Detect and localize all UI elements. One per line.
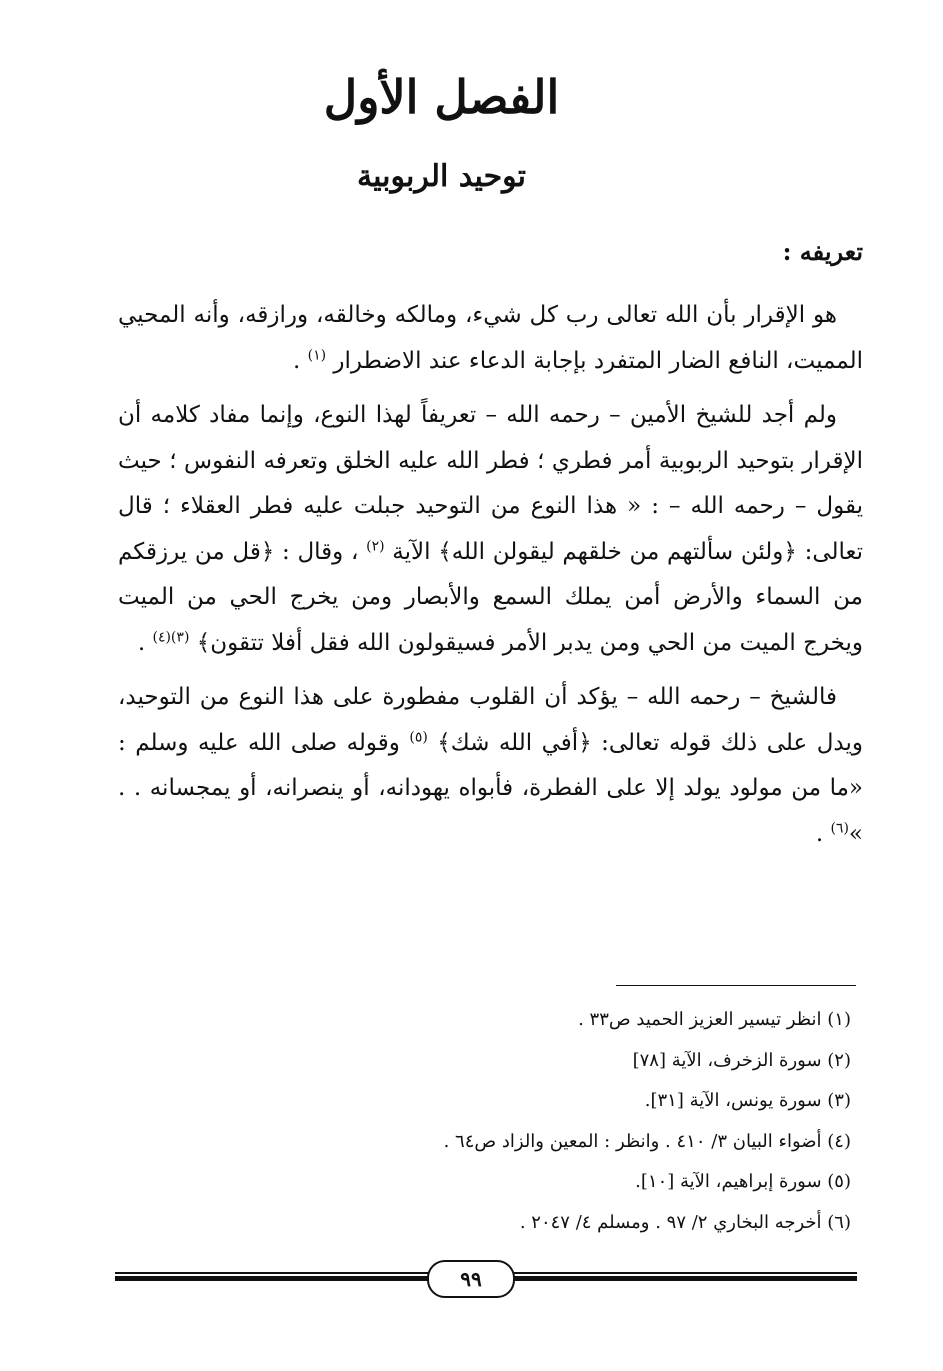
paragraph-1-text: هو الإقرار بأن الله تعالى رب كل شيء، ومالكه وخالقه، ورازقه، وأنه المحيي المميت، النافع الضار المتفرد بإجابة الدعاء عند الاضطرار [118,302,863,374]
paragraph-2 [118,393,863,666]
footnote-ref-6: (٦) [830,819,849,836]
paragraph-2-text-a: ولم أجد للشيخ الأمين – رحمه الله – تعريفاً لهذا النوع، وإنما مفاد كلامه أن الإقرار بتوحيد الربوبية أمر فطري ؛ فطر الله عليه الخلق وتعرفه النفوس ؛ حيث يقول – رحمه الله – : « هذا النوع من التوحيد جبلت عليه فطر العقلاء ؛ قال تعالى: ﴿ولئن سألتهم من خلقهم ليقولن الله﴾ الآية [118,402,864,565]
footnote-ref-5: (٥) [409,728,428,745]
chapter-title: الفصل الأول [323,70,560,124]
footnote-ref-2: (٢) [366,537,385,554]
page-number: ٩٩ [427,1260,515,1298]
paragraph-1 [118,293,863,384]
footnote-4: (٤) أضواء البيان ٣/ ٤١٠ . وانظر : المعين والزاد ص٦٤ . [443,1130,851,1152]
paragraph-3-text-a: فالشيخ – رحمه الله – يؤكد أن القلوب مفطورة على هذا النوع من التوحيد، ويدل على ذلك قوله تعالى: ﴿أفي الله شك﴾ [118,684,863,756]
footnotes-list [111,1000,851,1243]
paragraph-2-text-b: ، وقال : ﴿قل من يرزقكم من السماء والأرض أمن يملك السمع والأبصار ومن يخرج الحي من الميت ويخرج الميت من الحي ومن يدبر الأمر فسيقولون الله فقل أفلا تتقون﴾ [118,538,863,656]
paragraph-2-end: . [137,629,153,656]
footnote-1: (١) انظر تيسير العزيز الحميد ص٣٣ . [578,1009,851,1030]
section-title: توحيد الربوبية [357,159,526,194]
paragraph-3 [118,675,863,857]
paragraph-3-end: . [815,820,831,847]
footnote-ref-3-4: (٣)(٤) [152,628,190,645]
footnote-3: (٣) سورة يونس، الآية [٣١]. [644,1090,851,1111]
footnote-6: (٦) أخرجه البخاري ٢/ ٩٧ . ومسلم ٤/ ٢٠٤٧ . [519,1211,851,1233]
page-footer [115,1258,857,1302]
footnote-2: (٢) سورة الزخرف، الآية [٧٨] [632,1049,851,1071]
paragraph-1-end: . [293,347,308,374]
definition-label: تعريفه : [782,237,863,266]
footnote-5: (٥) سورة إبراهيم، الآية [١٠]. [635,1171,851,1192]
footnote-ref-1: (١) [307,346,327,363]
paragraph-3-text-b: وقوله صلى الله عليه وسلم : «ما من مولود يولد إلا على الفطرة، فأبواه يهودانه، أو ينصرانه، أو يمجسانه . . » [118,729,863,847]
main-text [118,293,863,866]
footnote-divider [616,985,856,986]
